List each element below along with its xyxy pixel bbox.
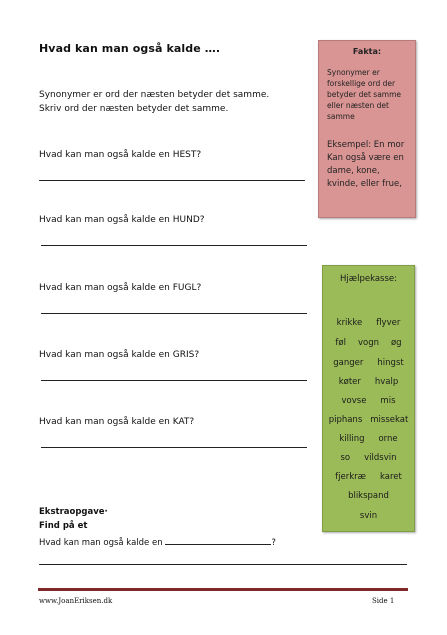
word-row xyxy=(323,434,414,444)
word-row xyxy=(323,396,414,406)
hjaelpekasse-box xyxy=(322,265,415,532)
word: vovse xyxy=(341,396,367,406)
word: fjerkræ xyxy=(335,472,366,482)
question-gris: Hvad kan man også kalde en GRIS? xyxy=(39,350,200,360)
word: so xyxy=(340,453,351,463)
word-row xyxy=(323,358,414,368)
word: køter xyxy=(338,377,361,387)
word-row xyxy=(323,318,414,328)
word: hingst xyxy=(377,358,404,368)
word-row xyxy=(323,453,414,463)
answer-line-kat[interactable] xyxy=(41,447,307,448)
word-row xyxy=(323,472,414,482)
fakta-box xyxy=(318,40,416,218)
word: svin xyxy=(359,511,378,521)
answer-line-hest[interactable] xyxy=(39,180,305,181)
fakta-example: Eksempel: En mor Kan også være en dame, kone, kvinde, eller frue, xyxy=(327,140,405,189)
word: karet xyxy=(379,472,402,482)
word: hvalp xyxy=(374,377,399,387)
question-kat: Hvad kan man også kalde en KAT? xyxy=(39,417,195,427)
word: blikspand xyxy=(348,491,389,501)
answer-line-gris[interactable] xyxy=(41,380,307,381)
extra-question-suffix: ? xyxy=(271,538,276,548)
extra-question xyxy=(39,535,276,548)
word: mis xyxy=(380,396,396,406)
word-row xyxy=(323,338,414,348)
word: vildsvin xyxy=(364,453,397,463)
footer-rule xyxy=(38,588,408,591)
intro-line-1: Synonymer er ord der næsten betyder det samme. xyxy=(39,90,270,100)
extra-blank-input[interactable] xyxy=(165,535,271,545)
word: missekat xyxy=(370,415,409,425)
question-hund: Hvad kan man også kalde en HUND? xyxy=(39,215,205,225)
word: vogn xyxy=(357,338,379,348)
word: føl xyxy=(335,338,346,348)
word: killing xyxy=(339,434,365,444)
word: piphans xyxy=(328,415,363,425)
word-row xyxy=(323,491,414,501)
word: flyver xyxy=(376,318,401,328)
word: øg xyxy=(390,338,402,348)
question-hest: Hvad kan man også kalde en HEST? xyxy=(39,150,202,160)
answer-line-extra[interactable] xyxy=(39,564,407,565)
hjaelpekasse-title: Hjælpekasse: xyxy=(339,274,398,284)
footer-website: www.JoanEriksen.dk xyxy=(39,597,113,605)
word: ganger xyxy=(333,358,364,368)
fakta-title: Fakta: xyxy=(352,47,382,56)
fakta-text: Synonymer er forskellige ord der betyder det samme eller næsten det samme xyxy=(327,68,402,121)
word-row xyxy=(323,377,414,387)
extra-subheading: Find på et xyxy=(39,521,88,531)
word: orne xyxy=(378,434,398,444)
footer-page-number: Side 1 xyxy=(372,597,395,605)
word: krikke xyxy=(336,318,363,328)
word-row xyxy=(323,415,414,425)
word-row xyxy=(323,511,414,521)
answer-line-fugl[interactable] xyxy=(41,313,307,314)
intro-line-2: Skriv ord der næsten betyder det samme. xyxy=(39,104,229,114)
answer-line-hund[interactable] xyxy=(41,245,307,246)
question-fugl: Hvad kan man også kalde en FUGL? xyxy=(39,283,202,293)
page-title: Hvad kan man også kalde …. xyxy=(39,42,221,55)
extra-heading: Ekstraopgave· xyxy=(39,507,108,517)
extra-question-prefix: Hvad kan man også kalde en xyxy=(39,538,163,548)
